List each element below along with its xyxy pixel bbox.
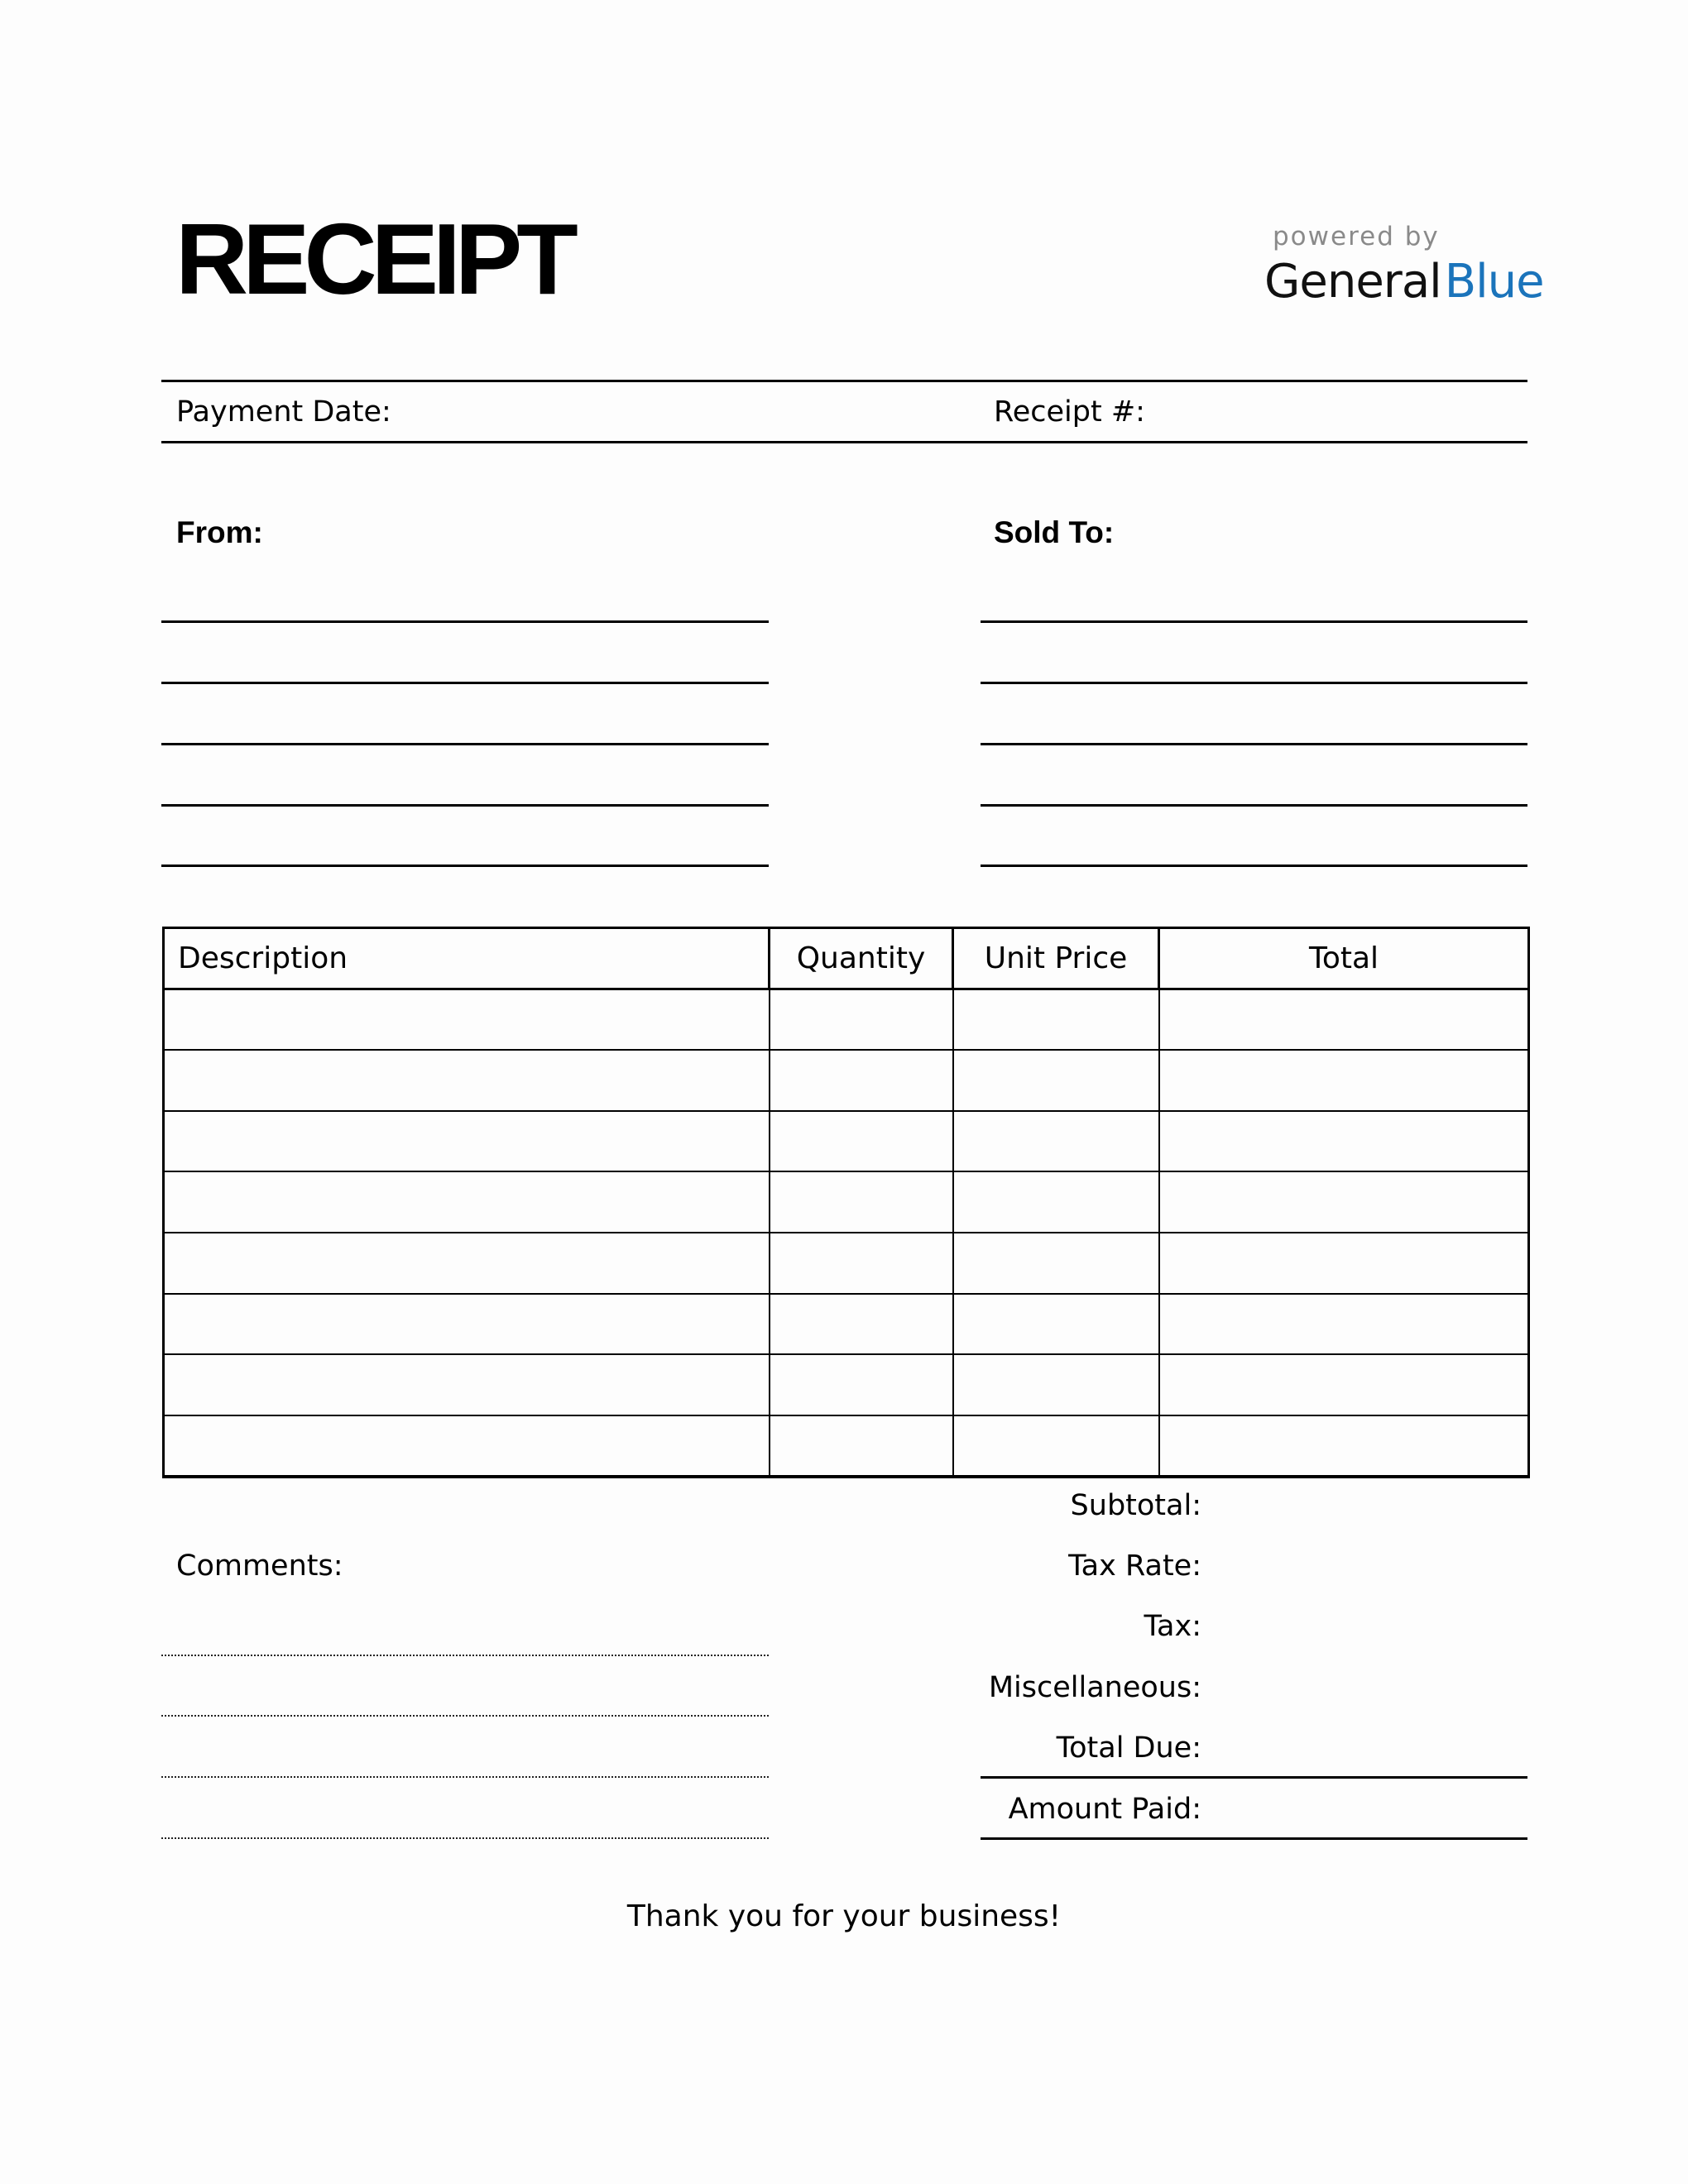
from-line-4[interactable]	[161, 804, 769, 807]
total-cell[interactable]	[1159, 1050, 1529, 1111]
tax-rate-field[interactable]	[1216, 1545, 1523, 1592]
table-row	[164, 1354, 1529, 1415]
from-line-5[interactable]	[161, 864, 769, 867]
description-cell[interactable]	[164, 1233, 770, 1294]
total-due-label: Total Due:	[1056, 1731, 1201, 1765]
quantity-cell[interactable]	[770, 1111, 953, 1172]
from-label: From:	[176, 515, 263, 549]
sold-to-line-4[interactable]	[981, 804, 1527, 807]
description-cell[interactable]	[164, 989, 770, 1050]
comment-line-4[interactable]	[161, 1837, 769, 1839]
quantity-cell[interactable]	[770, 989, 953, 1050]
quantity-cell[interactable]	[770, 1233, 953, 1294]
table-row	[164, 989, 1529, 1050]
column-header-description: Description	[164, 928, 770, 989]
quantity-cell[interactable]	[770, 1354, 953, 1415]
sold-to-line-1[interactable]	[981, 620, 1527, 623]
tax-label: Tax:	[1144, 1610, 1201, 1643]
payment-date-field[interactable]	[397, 389, 960, 435]
table-row	[164, 1233, 1529, 1294]
description-cell[interactable]	[164, 1171, 770, 1233]
brand-name-general: General	[1264, 255, 1441, 309]
items-table	[162, 927, 1530, 1478]
sold-to-line-3[interactable]	[981, 743, 1527, 745]
unit-price-cell[interactable]	[953, 1354, 1159, 1415]
column-header-unit-price: Unit Price	[953, 928, 1159, 989]
description-cell[interactable]	[164, 1294, 770, 1355]
column-header-total: Total	[1159, 928, 1529, 989]
unit-price-cell[interactable]	[953, 1233, 1159, 1294]
total-cell[interactable]	[1159, 1233, 1529, 1294]
total-cell[interactable]	[1159, 989, 1529, 1050]
total-due-field[interactable]	[1216, 1727, 1523, 1774]
unit-price-cell[interactable]	[953, 1415, 1159, 1477]
table-row	[164, 1415, 1529, 1477]
powered-by-text: powered by	[1273, 222, 1440, 251]
unit-price-cell[interactable]	[953, 1294, 1159, 1355]
unit-price-cell[interactable]	[953, 1111, 1159, 1172]
subtotal-field[interactable]	[1216, 1485, 1523, 1531]
total-cell[interactable]	[1159, 1111, 1529, 1172]
amount-paid-label: Amount Paid:	[1008, 1793, 1201, 1826]
unit-price-cell[interactable]	[953, 989, 1159, 1050]
brand-name	[1264, 255, 1544, 309]
total-due-rule	[981, 1776, 1527, 1779]
brand-name-blue: Blue	[1444, 255, 1544, 309]
miscellaneous-field[interactable]	[1216, 1667, 1523, 1713]
subtotal-label: Subtotal:	[1070, 1489, 1201, 1522]
meta-top-rule	[161, 380, 1527, 382]
receipt-number-field[interactable]	[1150, 389, 1523, 435]
page-title: RECEIPT	[175, 203, 573, 315]
comment-line-1[interactable]	[161, 1655, 769, 1656]
from-line-1[interactable]	[161, 620, 769, 623]
total-cell[interactable]	[1159, 1171, 1529, 1233]
sold-to-line-5[interactable]	[981, 864, 1527, 867]
total-cell[interactable]	[1159, 1354, 1529, 1415]
table-row	[164, 1050, 1529, 1111]
comment-line-2[interactable]	[161, 1715, 769, 1717]
sold-to-label: Sold To:	[994, 515, 1115, 549]
description-cell[interactable]	[164, 1111, 770, 1172]
unit-price-cell[interactable]	[953, 1171, 1159, 1233]
quantity-cell[interactable]	[770, 1050, 953, 1111]
table-header-row	[164, 928, 1529, 989]
payment-date-label: Payment Date:	[176, 395, 391, 429]
amount-paid-field[interactable]	[1216, 1789, 1523, 1835]
from-line-2[interactable]	[161, 682, 769, 684]
quantity-cell[interactable]	[770, 1415, 953, 1477]
tax-rate-label: Tax Rate:	[1068, 1549, 1201, 1583]
table-row	[164, 1171, 1529, 1233]
quantity-cell[interactable]	[770, 1294, 953, 1355]
total-cell[interactable]	[1159, 1294, 1529, 1355]
comments-label: Comments:	[176, 1549, 343, 1583]
table-row	[164, 1111, 1529, 1172]
column-header-quantity: Quantity	[770, 928, 953, 989]
total-cell[interactable]	[1159, 1415, 1529, 1477]
from-line-3[interactable]	[161, 743, 769, 745]
meta-bottom-rule	[161, 441, 1527, 443]
description-cell[interactable]	[164, 1354, 770, 1415]
description-cell[interactable]	[164, 1415, 770, 1477]
thank-you-message: Thank you for your business!	[626, 1899, 1062, 1933]
comment-line-3[interactable]	[161, 1776, 769, 1778]
amount-paid-rule	[981, 1837, 1527, 1840]
table-row	[164, 1294, 1529, 1355]
quantity-cell[interactable]	[770, 1171, 953, 1233]
miscellaneous-label: Miscellaneous:	[988, 1671, 1201, 1704]
receipt-number-label: Receipt #:	[994, 395, 1145, 429]
unit-price-cell[interactable]	[953, 1050, 1159, 1111]
sold-to-line-2[interactable]	[981, 682, 1527, 684]
description-cell[interactable]	[164, 1050, 770, 1111]
tax-field[interactable]	[1216, 1606, 1523, 1652]
